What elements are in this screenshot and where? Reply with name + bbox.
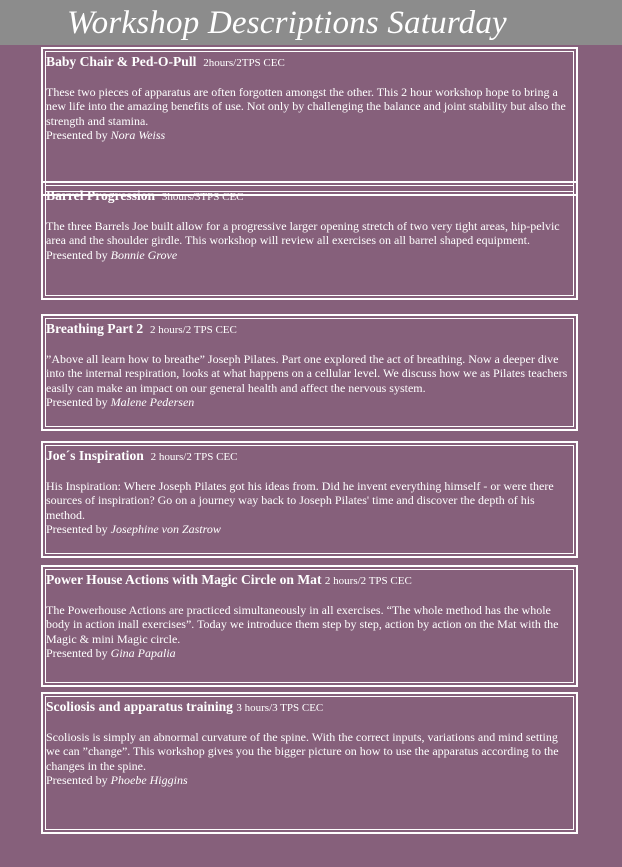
presented-by-label: Presented by	[46, 772, 108, 787]
workshop-presenter-line	[46, 248, 570, 262]
page-header	[0, 0, 622, 45]
page-title: Workshop Descriptions Saturday	[67, 5, 507, 41]
workshop-title-line	[46, 187, 570, 206]
workshop-title-line	[46, 447, 570, 466]
workshop-description: These two pieces of apparatus are often forgotten amongst the other. This 2 hour workshop hope to bring a new life into the amazing benefits of use. Not only by challenging the balance and joint stability but also the strength and stamina.	[46, 85, 566, 128]
workshop-meta: 2 hours/2 TPS CEC	[324, 575, 412, 587]
workshop-title: Barrel Progression	[46, 188, 156, 203]
workshop-card	[41, 565, 578, 687]
workshop-card	[41, 441, 578, 558]
workshop-card	[41, 47, 578, 196]
workshop-card	[41, 692, 578, 834]
presented-by-label: Presented by	[46, 127, 108, 142]
workshop-meta: 2 hours/2 TPS CEC	[149, 324, 237, 336]
workshop-presenter-line	[46, 646, 570, 660]
presented-by-label: Presented by	[46, 645, 108, 660]
workshop-meta: 3 hours/3 TPS CEC	[236, 702, 324, 714]
workshop-title-line	[46, 53, 570, 72]
workshop-meta: 2hours/2TPS CEC	[203, 57, 285, 69]
workshop-title: Baby Chair & Ped-O-Pull	[46, 54, 197, 69]
workshop-description: His Inspiration: Where Joseph Pilates got his ideas from. Did he invent everything himself - or were there sources of inspiration? Go on a journey way back to Joseph Pilates' time and discover the depth of his method.	[46, 479, 554, 522]
workshop-card	[41, 181, 578, 300]
workshop-presenter-line	[46, 395, 570, 409]
workshop-card	[41, 314, 578, 431]
workshop-description: The three Barrels Joe built allow for a progressive larger opening stretch of two very tight areas, hip-pelvic area and the shoulder girdle. This workshop will review all exercises on all barrel shaped equipment.	[46, 219, 560, 248]
workshop-meta: 2 hours/2 TPS CEC	[150, 451, 238, 463]
workshop-description: ”Above all learn how to breathe” Joseph Pilates. Part one explored the act of breathing. Now a deeper dive into the internal respiration, looks at what happens on a cellular level. We discuss how we as Pilates teachers easily can make an impact on our general health and affect the nervous system.	[46, 352, 568, 395]
workshop-presenter-line	[46, 128, 570, 142]
workshop-meta: 3hours/3TPS CEC	[161, 191, 244, 203]
workshop-presenter-line	[46, 522, 570, 536]
presenter-name: Josephine von Zastrow	[110, 521, 221, 536]
workshop-title: Breathing Part 2	[46, 321, 144, 336]
workshop-title: Power House Actions with Magic Circle on Mat	[46, 572, 322, 587]
presenter-name: Malene Pedersen	[110, 394, 195, 409]
workshop-presenter-line	[46, 773, 570, 787]
workshop-description: Scoliosis is simply an abnormal curvature of the spine. With the correct inputs, variations and mind setting we can ”change”. This workshop gives you the bigger picture on how to use the apparatus according to the changes in the spine.	[46, 730, 559, 773]
workshop-description: The Powerhouse Actions are practiced simultaneously in all exercises. “The whole method has the whole body in action inall exercises”. Today we introduce them step by step, action by action on the Mat with the Magic & mini Magic circle.	[46, 603, 559, 646]
workshop-title-line	[46, 571, 570, 590]
workshop-title-line	[46, 320, 570, 339]
presenter-name: Phoebe Higgins	[110, 772, 188, 787]
workshop-title: Joe´s Inspiration	[46, 448, 144, 463]
presented-by-label: Presented by	[46, 247, 108, 262]
presenter-name: Nora Weiss	[110, 127, 166, 142]
workshop-title-line	[46, 698, 570, 717]
presenter-name: Gina Papalia	[110, 645, 176, 660]
presented-by-label: Presented by	[46, 394, 108, 409]
workshop-title: Scoliosis and apparatus training	[46, 699, 233, 714]
presenter-name: Bonnie Grove	[110, 247, 178, 262]
presented-by-label: Presented by	[46, 521, 108, 536]
